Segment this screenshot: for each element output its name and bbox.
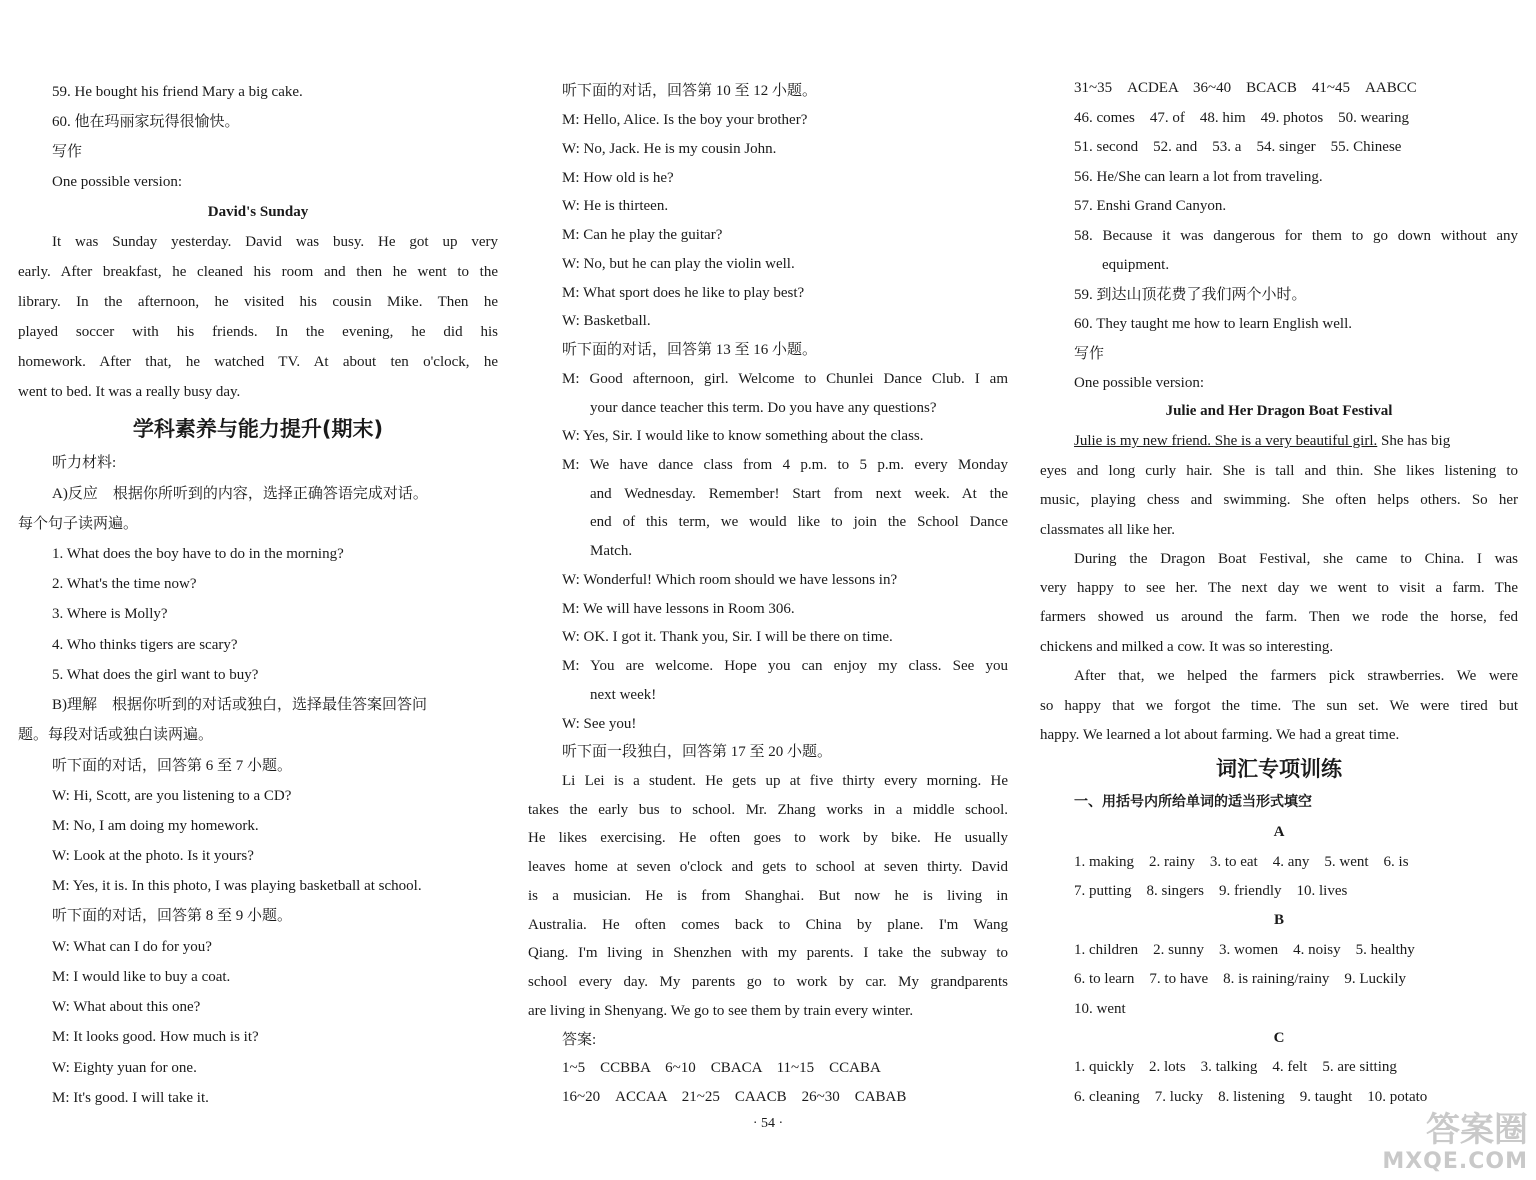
dialogue-line: M: We have dance class from 4 p.m. to 5 p.m. every Monday — [562, 457, 1008, 473]
watermark-url: MXQE.COM — [1382, 1149, 1528, 1174]
answer-key-line: 7. putting 8. singers 9. friendly 10. lives — [1074, 883, 1348, 899]
essay-line: classmates all like her. — [1040, 522, 1175, 538]
monologue-line: leaves home at seven o'clock and gets to school at seven thirty. David — [528, 859, 1008, 875]
dialogue-line: M: You are welcome. Hope you can enjoy my class. See you — [562, 658, 1008, 674]
dialogue-line: W: Eighty yuan for one. — [52, 1060, 197, 1076]
essay-line: chickens and milked a cow. It was so interesting. — [1040, 639, 1334, 655]
essay-line: It was Sunday yesterday. David was busy. He got up very — [52, 234, 498, 250]
answer-key-line: 31~35 ACDEA 36~40 BCACB 41~45 AABCC — [1074, 80, 1417, 96]
dialogue-line: Match. — [590, 543, 633, 559]
question-line: 2. What's the time now? — [52, 576, 197, 592]
dialogue-header: 听下面的对话，回答第 10 至 12 小题。 — [562, 83, 818, 99]
listening-material-label: 听力材料: — [52, 455, 117, 471]
dialogue-header: 听下面的对话，回答第 13 至 16 小题。 — [562, 342, 818, 358]
answers-label: 答案: — [562, 1032, 597, 1048]
monologue-line: takes the early bus to school. Mr. Zhang works in a middle school. — [528, 802, 1008, 818]
dialogue-line: W: Hi, Scott, are you listening to a CD? — [52, 788, 292, 804]
writing-heading: 写作 — [52, 144, 83, 160]
monologue-line: are living in Shenyang. We go to see them by train every winter. — [528, 1003, 914, 1019]
question-line: 1. What does the boy have to do in the morning? — [52, 546, 344, 562]
dialogue-line: W: Look at the photo. Is it yours? — [52, 848, 254, 864]
section-title: 词汇专项训练 — [1216, 757, 1342, 781]
essay-line: homework. After that, he watched TV. At about ten o'clock, he — [18, 354, 498, 370]
dialogue-line: next week! — [590, 687, 657, 703]
monologue-line: Qiang. I'm living in Shenzhen with my parents. I take the subway to — [528, 945, 1008, 961]
dialogue-line: M: Good afternoon, girl. Welcome to Chunlei Dance Club. I am — [562, 371, 1008, 387]
essay-title: Julie and Her Dragon Boat Festival — [1165, 403, 1393, 419]
answer-60: 60. 他在玛丽家玩得很愉快。 — [52, 114, 240, 130]
answer-59: 59. He bought his friend Mary a big cake. — [52, 84, 303, 100]
answer-key-line: 1. making 2. rainy 3. to eat 4. any 5. went 6. is — [1074, 854, 1409, 870]
instruction-line: 每个句子读两遍。 — [18, 516, 139, 532]
essay-line: very happy to see her. The next day we went to visit a farm. The — [1040, 580, 1518, 596]
answer-56: 56. He/She can learn a lot from traveling. — [1074, 169, 1323, 185]
watermark-logo-text: 答案圈 — [1426, 1110, 1528, 1150]
group-label-c: C — [1273, 1030, 1285, 1046]
underlined-sentence: Julie is my new friend. She is a very beautiful girl. — [1074, 433, 1378, 449]
essay-line: farmers showed us around the farm. Then we rode the horse, fed — [1040, 609, 1518, 625]
dialogue-line: W: No, but he can play the violin well. — [562, 256, 795, 272]
monologue-line: Australia. He often comes back to China by plane. I'm Wang — [528, 917, 1008, 933]
essay-line: After that, we helped the farmers pick strawberries. We were — [1074, 668, 1518, 684]
essay-line: early. After breakfast, he cleaned his room and then he went to the — [18, 264, 498, 280]
dialogue-line: M: Yes, it is. In this photo, I was playing basketball at school. — [52, 878, 422, 894]
dialogue-line: end of this term, we would like to join the School Dance — [590, 514, 1008, 530]
dialogue-line: M: What sport does he like to play best? — [562, 285, 805, 301]
dialogue-line: W: Basketball. — [562, 313, 651, 329]
dialogue-line: W: What about this one? — [52, 999, 201, 1015]
possible-version-label: One possible version: — [52, 174, 182, 190]
answer-59: 59. 到达山顶花费了我们两个小时。 — [1074, 287, 1307, 303]
dialogue-line: M: How old is he? — [562, 170, 674, 186]
instruction-line: A)反应 根据你所听到的内容，选择正确答语完成对话。 — [52, 486, 428, 502]
dialogue-line: W: Yes, Sir. I would like to know something about the class. — [562, 428, 924, 444]
instruction-line: B)理解 根据你听到的对话或独白，选择最佳答案回答问 — [52, 697, 428, 713]
page-number: · 54 · — [752, 1116, 784, 1131]
dialogue-line: M: It's good. I will take it. — [52, 1090, 209, 1106]
essay-line: During the Dragon Boat Festival, she came to China. I was — [1074, 551, 1518, 567]
exercise-instruction: 一、用括号内所给单词的适当形式填空 — [1074, 794, 1312, 810]
dialogue-line: and Wednesday. Remember! Start from next week. At the — [590, 486, 1008, 502]
answer-57: 57. Enshi Grand Canyon. — [1074, 198, 1227, 214]
dialogue-line: W: He is thirteen. — [562, 198, 669, 214]
answer-key-line: 10. went — [1074, 1001, 1126, 1017]
monologue-line: He likes exercising. He often goes to work by bike. He usually — [528, 830, 1008, 846]
essay-line: went to bed. It was a really busy day. — [18, 384, 241, 400]
monologue-header: 听下面一段独白，回答第 17 至 20 小题。 — [562, 744, 833, 760]
group-label-a: A — [1273, 824, 1285, 840]
writing-heading: 写作 — [1074, 346, 1105, 362]
answer-58-cont: equipment. — [1102, 257, 1170, 273]
answer-key-line: 46. comes 47. of 48. him 49. photos 50. wearing — [1074, 110, 1409, 126]
answer-key-line: 16~20 ACCAA 21~25 CAACB 26~30 CABAB — [562, 1089, 907, 1105]
dialogue-line: your dance teacher this term. Do you have any questions? — [590, 400, 937, 416]
dialogue-line: M: Can he play the guitar? — [562, 227, 723, 243]
dialogue-line: W: OK. I got it. Thank you, Sir. I will be there on time. — [562, 629, 893, 645]
essay-line: music, playing chess and swimming. She often helps others. So her — [1040, 492, 1518, 508]
answer-key-line: 1~5 CCBBA 6~10 CBACA 11~15 CCABA — [562, 1060, 881, 1076]
section-title: 学科素养与能力提升(期末) — [132, 417, 384, 441]
essay-line: library. In the afternoon, he visited his cousin Mike. Then he — [18, 294, 498, 310]
essay-line: played soccer with his friends. In the evening, he did his — [18, 324, 498, 340]
watermark — [1382, 1111, 1528, 1174]
dialogue-line: M: No, I am doing my homework. — [52, 818, 259, 834]
answer-key-line: 51. second 52. and 53. a 54. singer 55. Chinese — [1074, 139, 1402, 155]
answer-key-line: 6. cleaning 7. lucky 8. listening 9. taught 10. potato — [1074, 1089, 1428, 1105]
question-line: 3. Where is Molly? — [52, 606, 168, 622]
dialogue-header: 听下面的对话，回答第 6 至 7 小题。 — [52, 758, 293, 774]
essay-title: David's Sunday — [207, 204, 309, 220]
answer-key-line: 6. to learn 7. to have 8. is raining/rainy 9. Luckily — [1074, 971, 1407, 987]
dialogue-line: M: We will have lessons in Room 306. — [562, 601, 795, 617]
essay-line: so happy that we forgot the time. The sun set. We were tired but — [1040, 698, 1518, 714]
answer-60: 60. They taught me how to learn English well. — [1074, 316, 1353, 332]
dialogue-line: W: What can I do for you? — [52, 939, 212, 955]
monologue-line: is a musician. He is from Shanghai. But now he is living in — [528, 888, 1008, 904]
dialogue-line: W: Wonderful! Which room should we have lessons in? — [562, 572, 898, 588]
answer-key-line: 1. children 2. sunny 3. women 4. noisy 5. healthy — [1074, 942, 1415, 958]
dialogue-line: M: Hello, Alice. Is the boy your brother? — [562, 112, 808, 128]
monologue-line: Li Lei is a student. He gets up at five thirty every morning. He — [562, 773, 1008, 789]
dialogue-line: M: I would like to buy a coat. — [52, 969, 231, 985]
answer-key-line: 1. quickly 2. lots 3. talking 4. felt 5. are sitting — [1074, 1059, 1397, 1075]
answer-58: 58. Because it was dangerous for them to go down without any — [1074, 228, 1518, 244]
dialogue-line: W: No, Jack. He is my cousin John. — [562, 141, 777, 157]
question-line: 5. What does the girl want to buy? — [52, 667, 259, 683]
dialogue-line: W: See you! — [562, 716, 637, 732]
essay-text: She has big — [1377, 433, 1451, 449]
dialogue-header: 听下面的对话，回答第 8 至 9 小题。 — [52, 908, 293, 924]
essay-line — [1074, 426, 1518, 456]
essay-line: happy. We learned a lot about farming. We had a great time. — [1040, 727, 1400, 743]
group-label-b: B — [1273, 912, 1284, 928]
question-line: 4. Who thinks tigers are scary? — [52, 637, 238, 653]
essay-line: eyes and long curly hair. She is tall and thin. She likes listening to — [1040, 463, 1518, 479]
dialogue-line: M: It looks good. How much is it? — [52, 1029, 259, 1045]
possible-version-label: One possible version: — [1074, 375, 1204, 391]
monologue-line: school every day. My parents go to work by car. My grandparents — [528, 974, 1008, 990]
instruction-line: 题。每段对话或独白读两遍。 — [18, 727, 214, 743]
